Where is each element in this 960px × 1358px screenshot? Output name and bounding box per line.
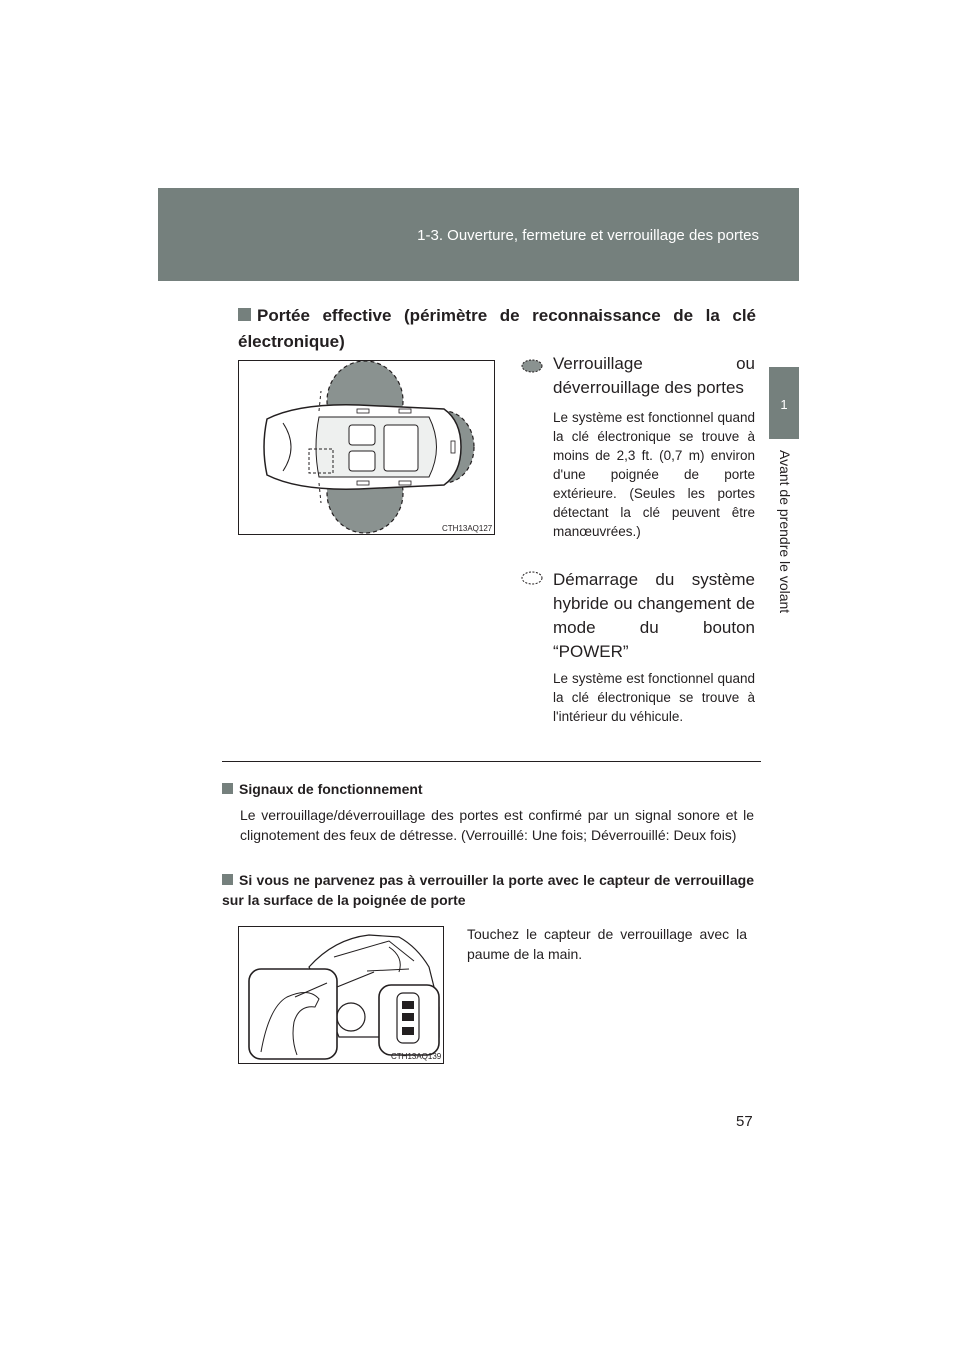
legend-body-lock: Le système est fonctionnel quand la clé électronique se trouve à moins de 2,3 ft. (0,7 m) environ d'une poignée de porte extérieure. (Seules les portes détectant la clé peuvent être manœuvrées.) [553,410,755,539]
legend-body-start: Le système est fonctionnel quand la clé électronique se trouve à l'intérieur du véhicule. [553,671,755,724]
chapter-side-label: Avant de prendre le volant [777,450,793,614]
chapter-tab-number: 1 [780,397,788,412]
hand-on-door-handle-illustration [239,927,443,1063]
page-number: 57 [736,1113,753,1130]
chapter-header [158,188,799,281]
section-bullet-icon [238,308,251,321]
legend-heading-lock: Verrouillage ou déverrouillage des portes [553,354,755,397]
note-bullet-icon [222,874,233,885]
chapter-tab [769,367,799,439]
note-heading-text: Signaux de fonctionnement [239,781,423,797]
note-heading-text: Si vous ne parvenez pas à verrouiller la porte avec le capteur de verrouillage sur la surface de la poignée de porte [222,872,754,908]
note-bullet-icon [222,783,233,794]
car-top-view-illustration [239,361,494,534]
lock-sensor-figure [238,926,444,1064]
detection-range-figure [238,360,495,535]
section-title [238,303,756,355]
filled-zone-legend-icon [521,359,543,373]
figure-code: CTH13AQ127 [442,524,493,533]
note-body-signals: Le verrouillage/déverrouillage des portes est confirmé par un signal sonore et le clignotement des feux de détresse. (Verrouillé: Une fois; Déverrouillé: Deux fois) [240,807,754,843]
section-title-text: Portée effective (périmètre de reconnaissance de la clé électronique) [238,306,756,351]
note-body-sensor: Touchez le capteur de verrouillage avec la paume de la main. [467,926,747,962]
note-heading-sensor [222,870,754,910]
legend-heading-start: Démarrage du système hybride ou changement de mode du bouton “POWER” [553,570,755,661]
section-divider [222,761,761,762]
figure-code: CTH13AQ139 [391,1052,442,1061]
chapter-title: 1-3. Ouverture, fermeture et verrouillage des portes [417,227,759,244]
dashed-zone-legend-icon [521,571,543,585]
note-heading-signals [222,780,423,799]
